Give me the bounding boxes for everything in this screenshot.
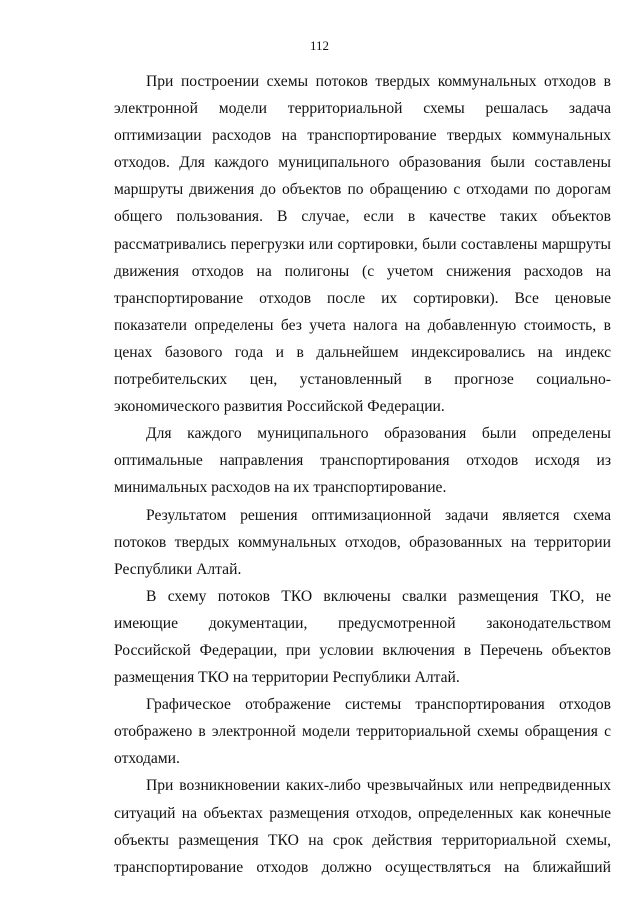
paragraph-landfills: В схему потоков ТКО включены свалки размещения ТКО, не имеющие документации, предусмотренной законодательством Российской Федерации, при условии включения в Перечень объектов размещения ТКО на территории Республики Алтай.	[114, 587, 611, 687]
body-text	[114, 68, 611, 881]
paragraph-emergency: При возникновении каких-либо чрезвычайных или непредвиденных ситуаций на объектах размещения отходов, определенных как конечные объекты размещения ТКО на срок действия территориальной схемы, транспортирование отходов должно осуществляться на ближайший	[114, 777, 611, 876]
paragraph-graphic-display: Графическое отображение системы транспортирования отходов отображено в электронной модели территориальной схемы обращения с отходами.	[114, 696, 611, 768]
paragraph-result: Результатом решения оптимизационной задачи является схема потоков твердых коммунальных отходов, образованных на территории Республики Алтай.	[114, 506, 611, 578]
paragraph-route-optimization: При построении схемы потоков твердых коммунальных отходов в электронной модели территориальной схемы решалась задача оптимизации расходов на транспортирование твердых коммунальных отходов. Для каждого муниципального образования были составлены маршруты движения до объектов по обращению с отходами по дорогам общего пользования. В случае, если в качестве таких объектов рассматривались перегрузки или сортировки, были составлены маршруты движения отходов на полигоны (с учетом снижения расходов на транспортирование отходов после их сортировки). Все ценовые показатели определены без учета налога на добавленную стоимость, в ценах базового года и в дальнейшем индексировались на индекс потребительских цен, установленный в прогнозе социально-экономического развития Российской Федерации.	[114, 73, 611, 416]
paragraph-optimal-directions: Для каждого муниципального образования были определены оптимальные направления транспортирования отходов исходя из минимальных расходов на их транспортирование.	[114, 425, 611, 497]
page-number: 112	[309, 38, 330, 53]
